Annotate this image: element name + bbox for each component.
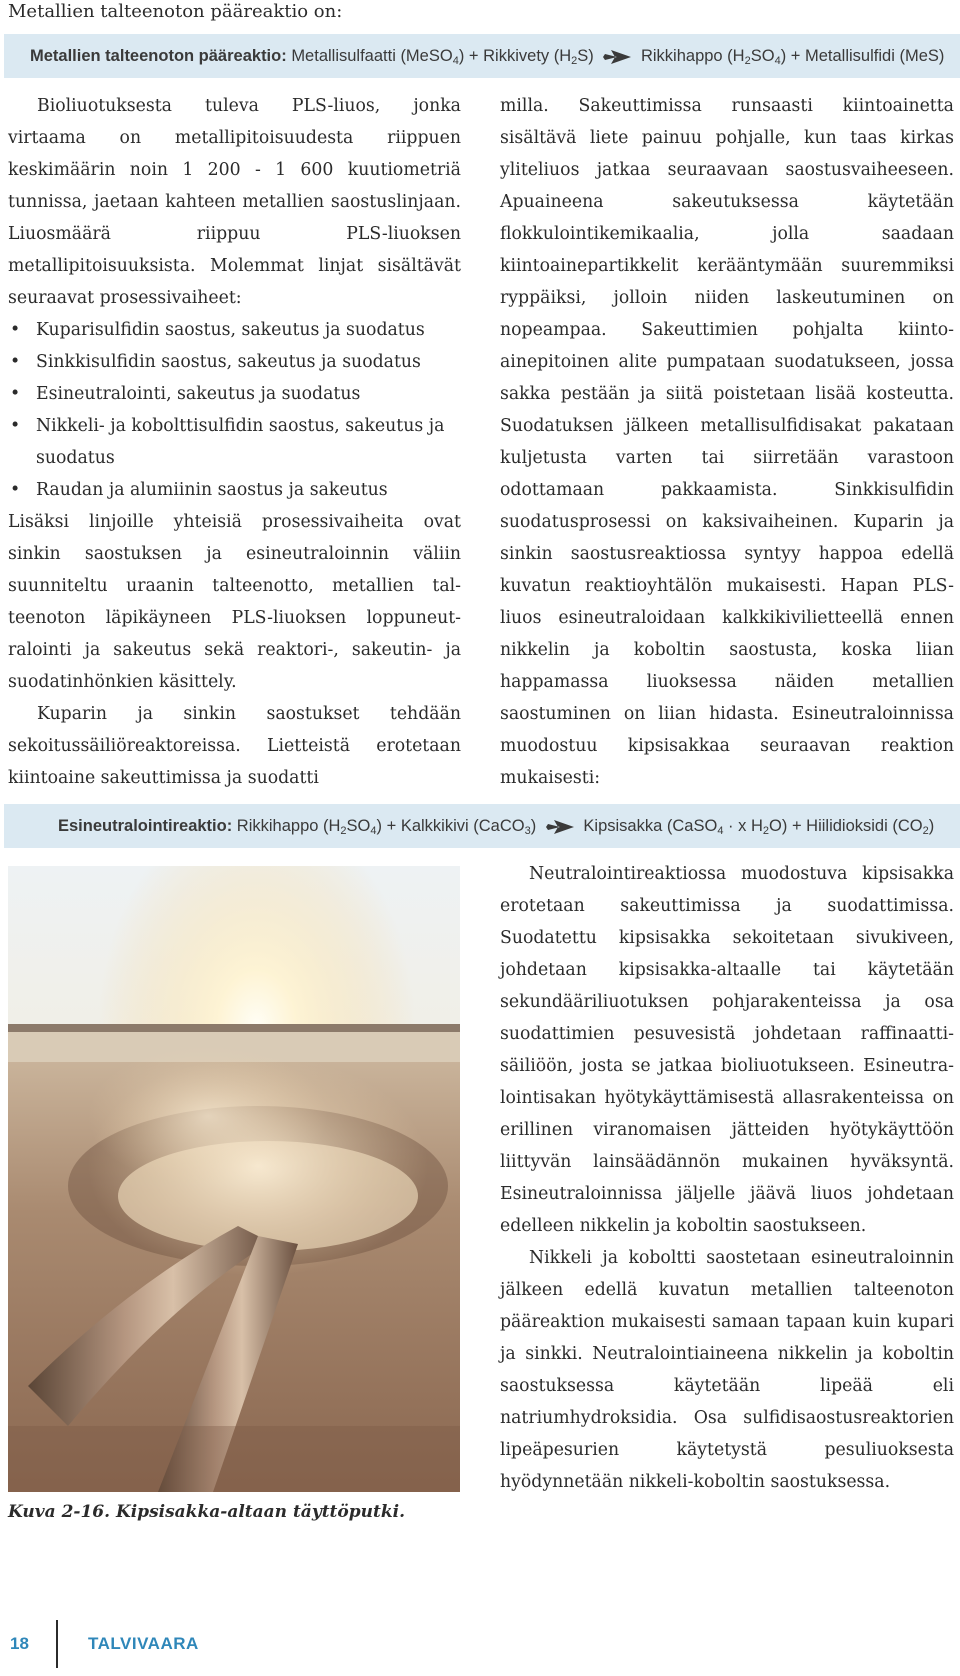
right-column-top [500, 90, 954, 794]
product-1: Kipsisakka (CaSO [583, 817, 718, 835]
paren: ) [928, 817, 935, 835]
reactant-1: Metallisulfaatti (MeSO [291, 47, 453, 65]
reactant-2: + Rikkivety (H [468, 47, 572, 65]
list-item: • Kuparisulfidin saostus, sakeutus ja suodatus [8, 314, 461, 346]
list-item: • Raudan ja alumiinin saostus ja sakeutus [8, 474, 461, 506]
left-column-top [8, 90, 461, 794]
paren: ) [458, 47, 465, 65]
product-1: Rikkihappo (H [640, 47, 745, 65]
sub: 2 [762, 825, 769, 837]
reactant-2: + Kalkkikivi (CaCO [386, 817, 525, 835]
figure-caption: Kuva 2-16. Kipsisakka-altaan täyttöputki. [8, 1502, 405, 1522]
sub: 4 [717, 825, 724, 837]
paren: O) [769, 817, 788, 835]
sub: 2 [922, 825, 929, 837]
reactant-1: Rikkihappo (H [236, 817, 341, 835]
sub: 4 [370, 825, 377, 837]
paragraph: milla. Sakeuttimissa runsaasti kiintoainetta sisältävä liete painuu pohjalle, kun taas kirkas yliteliuos jatkaa seuraavaan saostusvaiheeseen. Apuaineena sakeutuksessa käytetään flokkulointikemikaalia, jolla saadaan kiintoainepartikkelit kerääntymään suuremmiksi ryppäiksi, jolloin niiden laskeutuminen on nopeampaa. Sakeuttimien pohjalta kiintoainepitoinen alite pumpataan suodatukseen, jossa sakka pestään ja siitä poistetaan lisää kosteutta. Suodatuksen jälkeen metallisulfidisakat pakataan kuljetusta varten tai siirretään varastoon odottamaan pakkaamista. Sinkkisulfidin suodatusprosessi on kaksivaiheinen. Kuparin ja sinkin saostusreaktiossa syntyy happoa edellä kuvatun reaktioyhtälön mukaisesti. Hapan PLS-liuos esineutraloidaan kalkkikivilietteellä ennen nikkelin ja koboltin saostusta, koska liian happamassa liuoksessa näiden metallien saostuminen on liian hidasta. Esineutraloinnissa muodostuu kipsisakkaa seuraavan reaktion mukaisesti: [500, 96, 954, 788]
paragraph: Nikkeli ja koboltti saostetaan esineutraloinnin jälkeen edellä kuvatun metallien talteenoton pääreaktion mukaisesti samaan tapaan kuin kupari ja sinkki. Neutralointiaineena nikkelin ja koboltin saostuksessa käytetään lipeää eli natriumhydroksidia. Osa sulfidisaostusreaktorien lipeäpesurien käytetystä pesuliuoksesta hyödynnetään nikkeli-koboltin saostuksessa. [500, 1248, 954, 1492]
main-reaction-band [4, 34, 960, 78]
paren: ) [376, 817, 383, 835]
list-item: • Nikkeli- ja kobolttisulfidin saostus, sakeutus ja suodatus [8, 410, 461, 474]
list-item: • Sinkkisulfidin saostus, sakeutus ja suodatus [8, 346, 461, 378]
formula-part: SO [750, 47, 775, 65]
sub: 2 [571, 55, 578, 67]
sub: 2 [340, 825, 347, 837]
process-steps-list [8, 314, 461, 506]
intro-text: Metallien talteenoton pääreaktio on: [8, 1, 343, 22]
paragraph: Neutralointireaktiossa muodostuva kipsisakka erotetaan sakeuttimissa ja suodattimissa. Suodatettu kipsisakka sekoitetaan sivukiveen, johdetaan kipsisakka-altaalle tai käytetään sekundääriliuotuksen pohjarakenteissa ja osa suodattimien pesuvesistä johdetaan raffinaattisäiliöön, josta se jatkaa bioliuotukseen. Esineutralointisakan hyötykäyttämisestä allasrakenteissa on erillinen viranomaisen jätteiden hyötykäyttöön liittyvän lainsäädännön mukainen hyväksyntä. Esineutraloinnissa jäljelle jäävä liuos johdetaan edelleen nikkelin ja koboltin saostukseen. [500, 864, 954, 1236]
reaction-label: Metallien talteenoton pääreaktio: [30, 47, 287, 65]
reaction-label: Esineutralointireaktio: [58, 817, 233, 835]
gypsum-pond-photo [8, 866, 460, 1492]
product-2: + Hiilidioksidi (CO [791, 817, 923, 835]
paragraph: Bioliuotuksesta tuleva PLS-liuos, jonka virtaama on metallipitoisuudesta riippuen keskimäärin noin 1 200 - 1 600 kuutiometriä tunnissa, jaetaan kahteen metallien saostuslinjaan. Liuosmäärä riippuu PLS-liuoksen metallipitoisuuksista. Molemmat linjat sisältävät seuraavat prosessivaiheet: [8, 96, 461, 308]
sub: 4 [774, 55, 781, 67]
neutralization-reaction-band [4, 804, 960, 848]
paragraph: Lisäksi linjoille yhteisiä prosessivaiheita ovat sinkin saostuksen ja esineutraloinnin väliin suunniteltu uraanin talteenotto, metallien talteenoton läpikäyneen PLS-liuoksen loppuneutralointi ja sakeutus sekä reaktori-, sakeutin- ja suodatinhönkien käsittely. [8, 512, 461, 692]
sub: 3 [524, 825, 531, 837]
sub: 2 [744, 55, 751, 67]
paren: ) [780, 47, 787, 65]
brand-name: TALVIVAARA [88, 1634, 199, 1653]
arrow-right-icon [546, 820, 574, 834]
formula-part: · x H [728, 817, 763, 835]
list-item: • Esineutralointi, sakeutus ja suodatus [8, 378, 461, 410]
paragraph: Kuparin ja sinkin saostukset tehdään sekoitussäiliöreaktoreissa. Lietteistä erotetaan kiintoaine sakeuttimissa ja suodatti [8, 704, 461, 788]
sub: 4 [452, 55, 459, 67]
product-2: + Metallisulfidi (MeS) [790, 47, 945, 65]
arrow-right-icon [603, 50, 631, 64]
paren: ) [530, 817, 537, 835]
footer-divider [56, 1620, 58, 1668]
paren: S) [577, 47, 594, 65]
formula-part: SO [346, 817, 371, 835]
right-column-bottom [500, 858, 954, 1498]
page-number: 18 [10, 1634, 29, 1653]
